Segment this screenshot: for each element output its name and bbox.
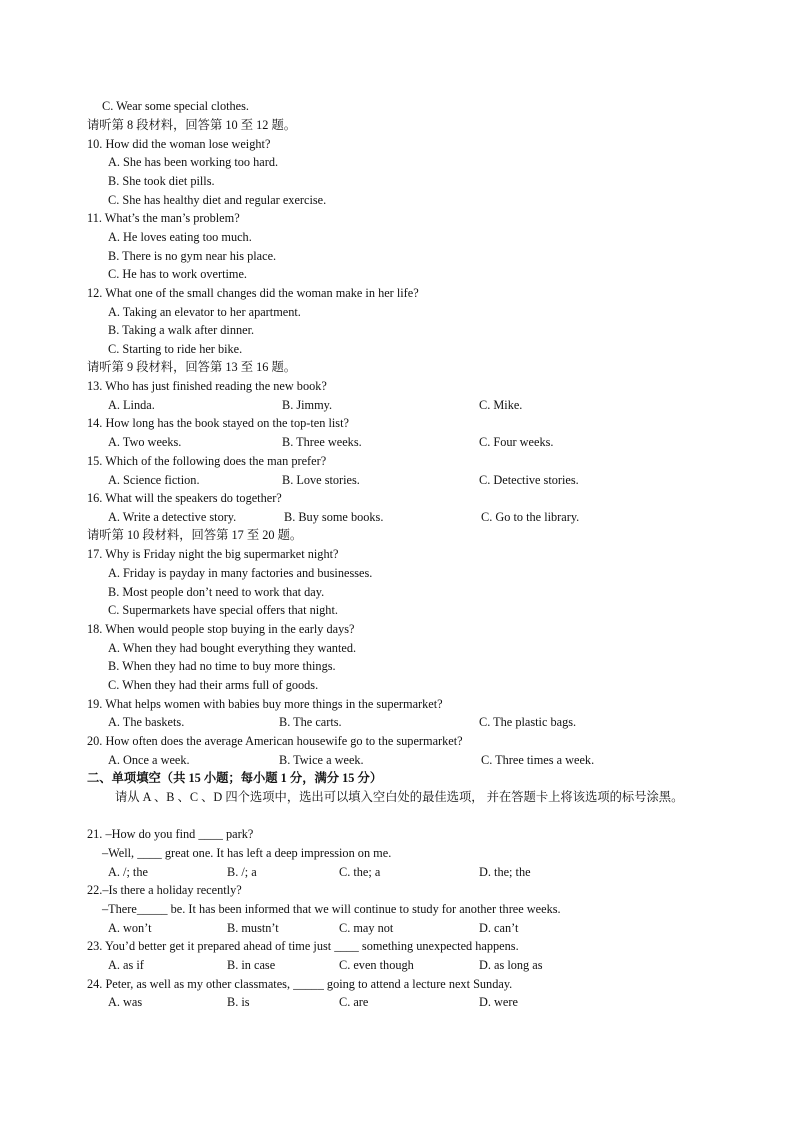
section-header: 请听第 10 段材料，回答第 17 至 20 题。 xyxy=(87,528,303,542)
option-b: B. Buy some books. xyxy=(284,510,384,524)
option-a: A. Science fiction. xyxy=(108,473,200,487)
section-header: 请听第 9 段材料，回答第 13 至 16 题。 xyxy=(87,360,297,374)
question-24: 24. Peter, as well as my other classmates, _____ going to attend a lecture next Sunday. xyxy=(87,977,513,991)
option-b: B. Jimmy. xyxy=(282,398,333,412)
option-c: C. Detective stories. xyxy=(479,473,579,487)
option-a: A. Write a detective story. xyxy=(108,510,237,524)
option-text: B. There is no gym near his place. xyxy=(108,249,277,263)
question-12: 12. What one of the small changes did the woman make in her life? xyxy=(87,286,419,300)
option-text: A. Taking an elevator to her apartment. xyxy=(108,305,301,319)
question-19: 19. What helps women with babies buy more things in the supermarket? xyxy=(87,697,443,711)
option-b: B. Three weeks. xyxy=(282,435,362,449)
option-text: A. She has been working too hard. xyxy=(108,155,279,169)
option-text: C. Supermarkets have special offers that night. xyxy=(108,603,338,617)
question-13: 13. Who has just finished reading the new book? xyxy=(87,379,327,393)
option-b: B. The carts. xyxy=(279,715,342,729)
option-d: D. can’t xyxy=(479,921,519,935)
option-b: B. /; a xyxy=(227,865,257,879)
option-c: C. are xyxy=(339,995,369,1009)
option-text: C. He has to work overtime. xyxy=(108,267,247,281)
question-16: 16. What will the speakers do together? xyxy=(87,491,282,505)
option-text: B. When they had no time to buy more things. xyxy=(108,659,336,673)
section-header: 请听第 8 段材料，回答第 10 至 12 题。 xyxy=(87,118,297,132)
option-a: A. as if xyxy=(108,958,144,972)
dialogue-line: –There_____ be. It has been informed that we will continue to study for another three weeks. xyxy=(102,902,561,916)
option-a: A. Once a week. xyxy=(108,753,190,767)
option-text: A. When they had bought everything they wanted. xyxy=(108,641,357,655)
option-d: D. as long as xyxy=(479,958,543,972)
question-14: 14. How long has the book stayed on the top-ten list? xyxy=(87,416,349,430)
option-b: B. is xyxy=(227,995,250,1009)
option-a: A. won’t xyxy=(108,921,152,935)
option-text: B. She took diet pills. xyxy=(108,174,215,188)
option-text: C. Starting to ride her bike. xyxy=(108,342,243,356)
option-a: A. The baskets. xyxy=(108,715,185,729)
option-text: A. Friday is payday in many factories and businesses. xyxy=(108,566,373,580)
option-c: C. The plastic bags. xyxy=(479,715,577,729)
option-text: C. When they had their arms full of goods. xyxy=(108,678,319,692)
question-17: 17. Why is Friday night the big supermarket night? xyxy=(87,547,339,561)
option-text: C. Wear some special clothes. xyxy=(102,99,249,113)
question-22: 22.–Is there a holiday recently? xyxy=(87,883,242,897)
option-b: B. mustn’t xyxy=(227,921,279,935)
question-11: 11. What’s the man’s problem? xyxy=(87,211,240,225)
option-c: C. the; a xyxy=(339,865,381,879)
option-d: D. the; the xyxy=(479,865,531,879)
option-c: C. even though xyxy=(339,958,414,972)
option-text: A. He loves eating too much. xyxy=(108,230,252,244)
question-23: 23. You’d better get it prepared ahead of time just ____ something unexpected happens. xyxy=(87,939,519,953)
question-20: 20. How often does the average American housewife go to the supermarket? xyxy=(87,734,463,748)
question-21: 21. –How do you find ____ park? xyxy=(87,827,254,841)
option-a: A. Linda. xyxy=(108,398,155,412)
option-c: C. Mike. xyxy=(479,398,523,412)
option-a: A. was xyxy=(108,995,143,1009)
instructions: 请从 A 、B 、C 、D 四个选项中，选出可以填入空白处的最佳选项， 并在答题卡上将该选项的标号涂黑。 xyxy=(115,790,684,804)
option-text: C. She has healthy diet and regular exercise. xyxy=(108,193,327,207)
option-c: C. Four weeks. xyxy=(479,435,554,449)
option-c: C. Go to the library. xyxy=(481,510,580,524)
dialogue-line: –Well, ____ great one. It has left a deep impression on me. xyxy=(102,846,392,860)
option-b: B. in case xyxy=(227,958,276,972)
option-b: B. Love stories. xyxy=(282,473,360,487)
question-15: 15. Which of the following does the man prefer? xyxy=(87,454,327,468)
option-b: B. Twice a week. xyxy=(279,753,364,767)
option-c: C. may not xyxy=(339,921,394,935)
section-title: 二、单项填空（共 15 小题；每小题 1 分，满分 15 分） xyxy=(87,771,383,785)
option-text: B. Taking a walk after dinner. xyxy=(108,323,255,337)
option-a: A. Two weeks. xyxy=(108,435,182,449)
option-d: D. were xyxy=(479,995,518,1009)
question-18: 18. When would people stop buying in the early days? xyxy=(87,622,355,636)
question-10: 10. How did the woman lose weight? xyxy=(87,137,271,151)
option-a: A. /; the xyxy=(108,865,148,879)
option-text: B. Most people don’t need to work that day. xyxy=(108,585,325,599)
option-c: C. Three times a week. xyxy=(481,753,595,767)
